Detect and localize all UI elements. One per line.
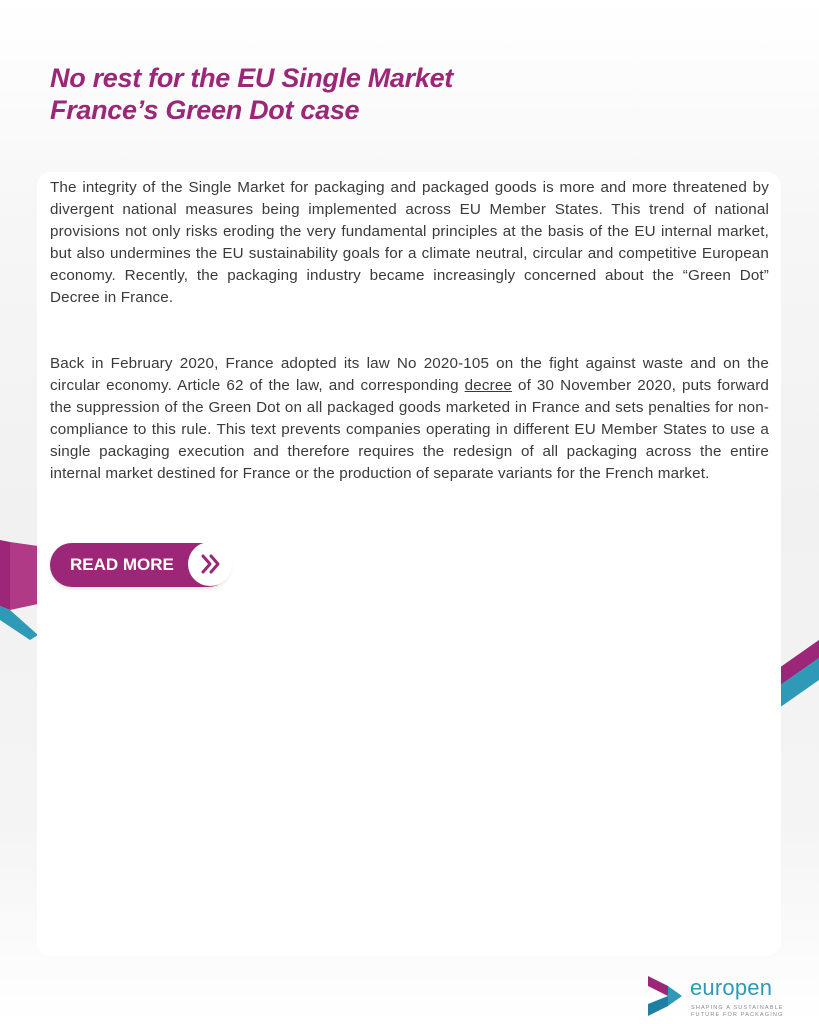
decorative-ribbon-left: [0, 540, 40, 640]
decorative-ribbon-right: [779, 640, 819, 715]
read-more-label: READ MORE: [70, 555, 174, 574]
logo-tagline: [691, 1005, 791, 1019]
title-line-2: France’s Green Dot case: [50, 95, 360, 125]
decree-link[interactable]: decree: [464, 377, 513, 394]
paragraph-text: Back in February 2020, France adopted its law No 2020-105 on the fight against waste and on the circular economy. Article 62 of the law, and corresponding: [50, 355, 769, 394]
title-line-1: No rest for the EU Single Market: [50, 63, 453, 93]
logo-wordmark: europen: [690, 975, 773, 1000]
paragraph-text: of 30 November 2020, puts forward the suppression of the Green Dot on all packaged goods marketed in France and sets penalties for non-compliance to this rule. This text prevents companies operating in different EU Member States to use a single packaging execution and therefore requires the redesign of all packaging across the entire internal market destined for France or the production of separate variants for the French market.: [50, 377, 769, 482]
europen-logo-icon: [646, 972, 686, 1018]
page-title: [50, 62, 770, 126]
background-paragraph: [50, 353, 769, 485]
intro-paragraph: The integrity of the Single Market for packaging and packaged goods is more and more threatened by divergent national measures being implemented across EU Member States. This trend of national provisions not only risks eroding the very fundamental principles at the basis of the EU internal market, but also undermines the EU sustainability goals for a climate neutral, circular and competitive European economy. Recently, the packaging industry became increasingly concerned about the “Green Dot” Decree in France.: [50, 179, 769, 306]
double-chevron-right-icon: [196, 550, 224, 578]
logo-tagline-line-1: SHAPING A SUSTAINABLE: [691, 1005, 784, 1011]
logo-tagline-line-2: FUTURE FOR PACKAGING: [691, 1012, 784, 1018]
